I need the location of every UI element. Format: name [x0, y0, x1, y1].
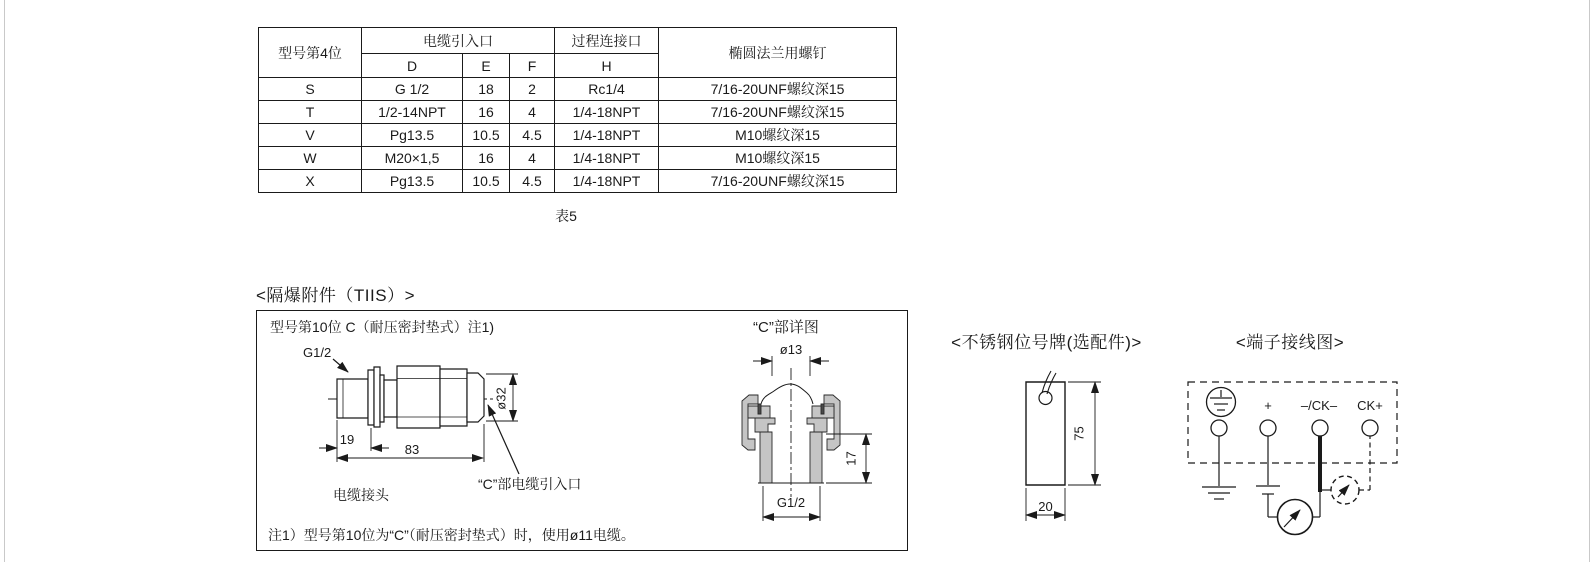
table-cell: 7/16-20UNF螺纹深15: [659, 101, 897, 124]
table-cell: Rc1/4: [555, 78, 659, 101]
table-cell: 18: [463, 78, 510, 101]
table-cell: Pg13.5: [362, 170, 463, 193]
subheader-f: F: [510, 54, 555, 78]
drawing-box-subtitle: 型号第10位 C（耐压密封垫式）注1): [270, 319, 495, 335]
subheader-d: D: [362, 54, 463, 78]
drawing-note: 注1）型号第10位为“C”（耐压密封垫式）时，使用ø11电缆。: [268, 527, 635, 543]
table-cell: W: [259, 147, 362, 170]
c-detail-title: “C”部详图: [753, 319, 819, 336]
c-detail-dim17-label: 17: [843, 451, 859, 466]
header-process-conn: 过程连接口: [555, 28, 659, 54]
header-flange-screw: 椭圆法兰用螺钉: [659, 28, 897, 78]
table-cell: 1/4-18NPT: [555, 101, 659, 124]
tag-plate-dim20-label: 20: [1038, 499, 1053, 514]
header-model-digit: 型号第4位: [259, 28, 362, 78]
table-cell: M10螺纹深15: [659, 147, 897, 170]
terminal-label-ck-plus: CK+: [1357, 398, 1383, 413]
table-cell: V: [259, 124, 362, 147]
table-cell: 7/16-20UNF螺纹深15: [659, 78, 897, 101]
c-detail-dia13-label: ø13: [779, 342, 803, 357]
table-cell: 4: [510, 101, 555, 124]
table-cell: T: [259, 101, 362, 124]
table-cell: 1/4-18NPT: [555, 170, 659, 193]
table-cell: 10.5: [463, 124, 510, 147]
table-cell: 4.5: [510, 170, 555, 193]
table-cell: S: [259, 78, 362, 101]
section-title-explosion-proof: <隔爆附件（TIIS）>: [256, 286, 416, 305]
gland-dia32-label: ø32: [493, 387, 509, 410]
table-cell: M20×1,5: [362, 147, 463, 170]
section-title-tag-plate: <不锈钢位号牌(选配件)>: [951, 333, 1142, 352]
gland-c-entry-label: “C”部电缆引入口: [478, 476, 582, 492]
table-cell: 1/2-14NPT: [362, 101, 463, 124]
table-cell: 1/4-18NPT: [555, 124, 659, 147]
terminal-label-plus: +: [1264, 398, 1272, 413]
table-cell: 4.5: [510, 124, 555, 147]
table-cell: M10螺纹深15: [659, 124, 897, 147]
table-cell: 2: [510, 78, 555, 101]
terminal-label-ck-minus: –/CK–: [1300, 398, 1338, 413]
table-cell: X: [259, 170, 362, 193]
section-title-wiring: <端子接线图>: [1235, 333, 1345, 352]
tag-plate-dim75-label: 75: [1071, 426, 1087, 441]
table-cell: 1/4-18NPT: [555, 147, 659, 170]
table-cell: 16: [463, 101, 510, 124]
gland-dim19-label: 19: [339, 432, 355, 447]
table-cell: G 1/2: [362, 78, 463, 101]
gland-thread-label: G1/2: [303, 345, 332, 360]
subheader-h: H: [555, 54, 659, 78]
header-cable-entry: 电缆引入口: [362, 28, 555, 54]
c-detail-thread-label: G1/2: [776, 495, 806, 510]
table-cell: 7/16-20UNF螺纹深15: [659, 170, 897, 193]
table-cell: 16: [463, 147, 510, 170]
table-cell: 4: [510, 147, 555, 170]
gland-dim83-label: 83: [404, 442, 420, 457]
subheader-e: E: [463, 54, 510, 78]
table-caption: 表5: [555, 208, 577, 224]
gland-cable-joint-label: 电缆接头: [333, 487, 389, 503]
table-cell: 10.5: [463, 170, 510, 193]
table-cell: Pg13.5: [362, 124, 463, 147]
